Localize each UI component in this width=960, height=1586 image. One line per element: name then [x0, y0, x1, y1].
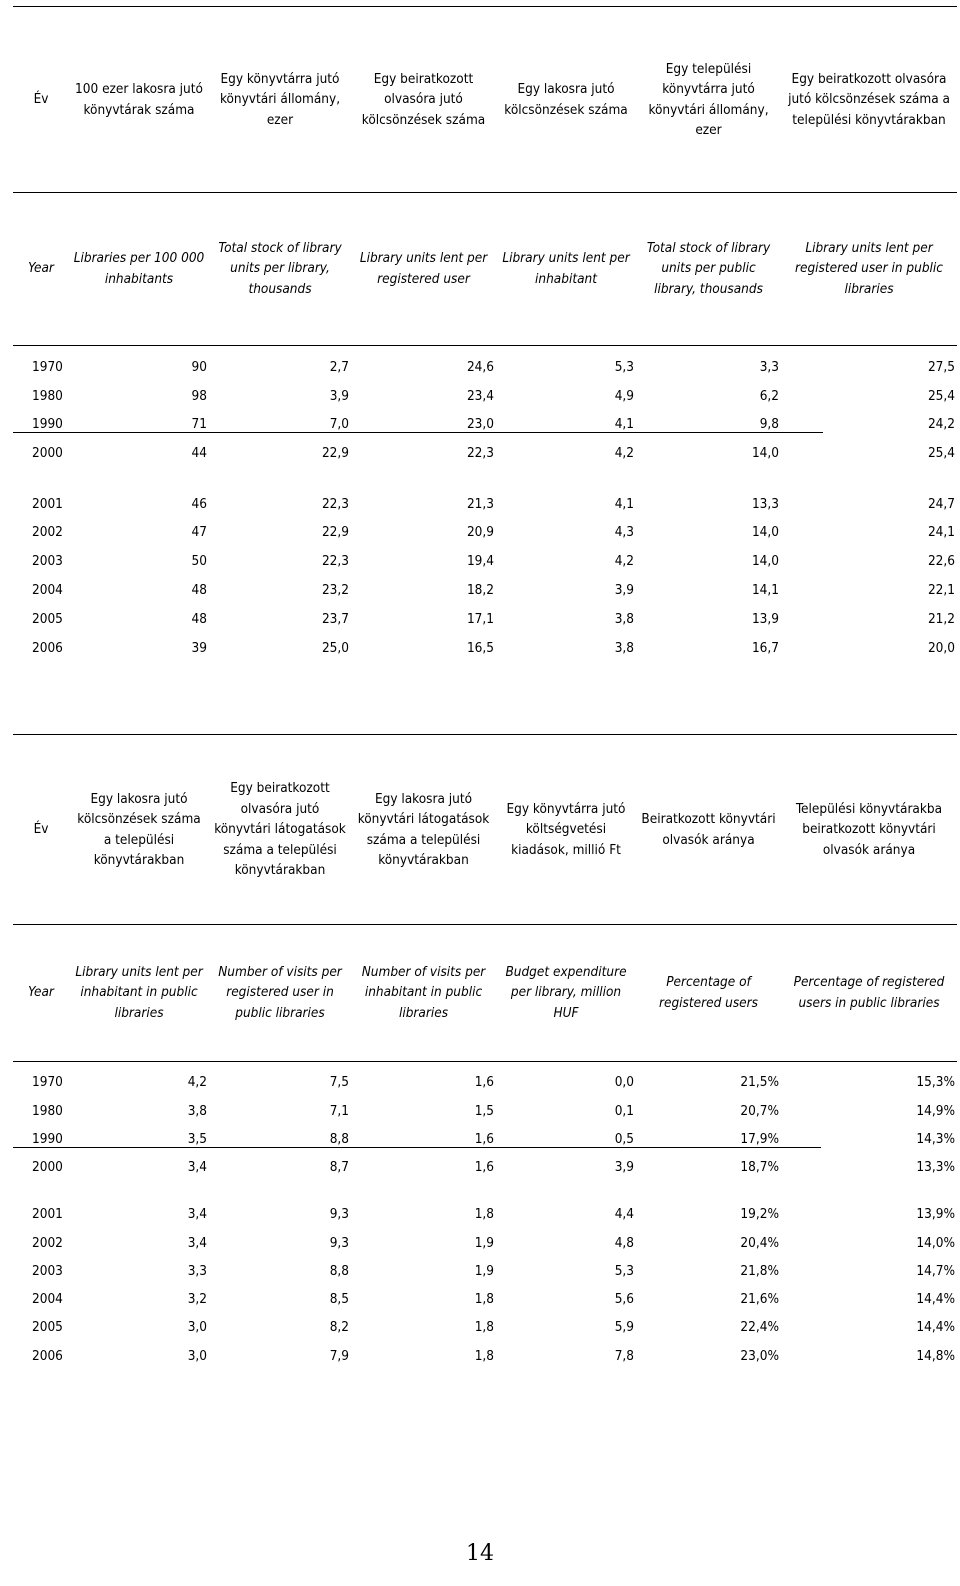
value-cell: 3,4	[187, 1235, 207, 1251]
year-cell: 2002	[32, 524, 63, 540]
table-row	[13, 441, 957, 465]
value-cell: 3,4	[187, 1159, 207, 1175]
value-cell: 48	[191, 611, 207, 627]
value-cell: 0,5	[614, 1131, 634, 1147]
value-cell: 48	[191, 582, 207, 598]
table-row	[13, 384, 957, 408]
header-cell: Library units lent per inhabitant in public libraries	[75, 963, 203, 1021]
value-cell: 22,3	[321, 496, 349, 512]
row-divider	[13, 432, 823, 433]
value-cell: 14,0	[751, 553, 779, 569]
header-cell: Egy lakosra jutó könyvtári látogatások száma a települési könyvtárakban	[357, 790, 490, 868]
value-cell: 15,3%	[916, 1074, 955, 1090]
value-cell: 1,6	[474, 1074, 494, 1090]
year-cell: 2000	[32, 445, 63, 461]
value-cell: 7,8	[614, 1348, 634, 1364]
value-cell: 22,4%	[740, 1319, 779, 1335]
header-cell: Egy lakosra jutó kölcsönzések száma	[504, 81, 628, 118]
year-cell: 2003	[32, 1263, 63, 1279]
value-cell: 47	[191, 524, 207, 540]
value-cell: 14,0	[751, 524, 779, 540]
year-cell: 1980	[32, 1103, 63, 1119]
value-cell: 39	[191, 640, 207, 656]
value-cell: 21,5%	[740, 1074, 779, 1090]
value-cell: 19,4	[466, 553, 494, 569]
value-cell: 14,0%	[916, 1235, 955, 1251]
header-cell: Beiratkozott könyvtári olvasók aránya	[641, 811, 776, 848]
header-cell: Total stock of library units per public library, thousands	[646, 239, 771, 297]
value-cell: 0,0	[614, 1074, 634, 1090]
value-cell: 8,7	[329, 1159, 349, 1175]
value-cell: 25,4	[927, 445, 955, 461]
table-1-header-hu	[13, 6, 957, 193]
value-cell: 0,1	[614, 1103, 634, 1119]
value-cell: 4,8	[614, 1235, 634, 1251]
value-cell: 4,4	[614, 1206, 634, 1222]
header-cell: Év	[33, 91, 49, 108]
year-cell: 2006	[32, 1348, 63, 1364]
header-cell: Egy beiratkozott olvasóra jutó könyvtári látogatások száma a települési könyvtárakban	[214, 780, 346, 879]
value-cell: 20,0	[927, 640, 955, 656]
value-cell: 3,3	[187, 1263, 207, 1279]
value-cell: 1,9	[474, 1235, 494, 1251]
value-cell: 24,6	[466, 359, 494, 375]
year-cell: 2004	[32, 582, 63, 598]
value-cell: 23,0%	[740, 1348, 779, 1364]
value-cell: 4,9	[614, 388, 634, 404]
value-cell: 14,0	[751, 445, 779, 461]
table-row	[13, 1070, 957, 1094]
year-cell: 2005	[32, 1319, 63, 1335]
value-cell: 14,7%	[916, 1263, 955, 1279]
value-cell: 18,2	[466, 582, 494, 598]
table-2-header-hu	[13, 734, 957, 925]
value-cell: 1,6	[474, 1131, 494, 1147]
year-cell: 1990	[32, 1131, 63, 1147]
value-cell: 17,9%	[740, 1131, 779, 1147]
table-row	[13, 1259, 957, 1283]
value-cell: 7,0	[329, 416, 349, 432]
header-cell: Number of visits per inhabitant in public libraries	[361, 963, 486, 1021]
year-cell: 2004	[32, 1291, 63, 1307]
table-row	[13, 492, 957, 516]
value-cell: 1,6	[474, 1159, 494, 1175]
value-cell: 5,6	[614, 1291, 634, 1307]
value-cell: 22,9	[321, 445, 349, 461]
value-cell: 3,0	[187, 1319, 207, 1335]
year-cell: 1980	[32, 388, 63, 404]
year-cell: 1970	[32, 359, 63, 375]
header-cell: Year	[28, 984, 54, 1001]
value-cell: 5,9	[614, 1319, 634, 1335]
value-cell: 4,3	[614, 524, 634, 540]
value-cell: 23,4	[466, 388, 494, 404]
table-row	[13, 1202, 957, 1226]
value-cell: 27,5	[927, 359, 955, 375]
value-cell: 20,4%	[740, 1235, 779, 1251]
value-cell: 22,3	[466, 445, 494, 461]
value-cell: 3,3	[759, 359, 779, 375]
value-cell: 21,8%	[740, 1263, 779, 1279]
value-cell: 4,2	[614, 445, 634, 461]
value-cell: 24,1	[927, 524, 955, 540]
value-cell: 6,2	[759, 388, 779, 404]
value-cell: 46	[191, 496, 207, 512]
value-cell: 17,1	[466, 611, 494, 627]
value-cell: 9,8	[759, 416, 779, 432]
header-cell: Egy beiratkozott olvasóra jutó kölcsönzések száma	[361, 70, 486, 128]
value-cell: 90	[191, 359, 207, 375]
value-cell: 13,3	[751, 496, 779, 512]
year-cell: 2002	[32, 1235, 63, 1251]
value-cell: 3,4	[187, 1206, 207, 1222]
header-cell: Budget expenditure per library, million HUF	[505, 963, 627, 1021]
value-cell: 3,9	[614, 582, 634, 598]
table-row	[13, 355, 957, 379]
value-cell: 3,8	[614, 640, 634, 656]
table-2-header-en	[13, 924, 957, 1062]
value-cell: 13,9%	[916, 1206, 955, 1222]
year-cell: 2001	[32, 1206, 63, 1222]
value-cell: 1,5	[474, 1103, 494, 1119]
year-cell: 2005	[32, 611, 63, 627]
value-cell: 3,0	[187, 1348, 207, 1364]
header-cell: Libraries per 100 000 inhabitants	[73, 250, 205, 287]
value-cell: 24,7	[927, 496, 955, 512]
value-cell: 8,8	[329, 1263, 349, 1279]
year-cell: 2003	[32, 553, 63, 569]
year-cell: 2001	[32, 496, 63, 512]
row-divider	[13, 1147, 821, 1148]
header-cell: Települési könyvtárakba beiratkozott könyvtári olvasók aránya	[795, 800, 943, 858]
value-cell: 21,3	[466, 496, 494, 512]
value-cell: 14,9%	[916, 1103, 955, 1119]
table-row	[13, 1315, 957, 1339]
header-cell: Percentage of registered users	[659, 974, 758, 1011]
value-cell: 14,4%	[916, 1319, 955, 1335]
table-row	[13, 1099, 957, 1123]
value-cell: 1,8	[474, 1206, 494, 1222]
value-cell: 1,8	[474, 1291, 494, 1307]
table-row	[13, 549, 957, 573]
header-cell: 100 ezer lakosra jutó könyvtárak száma	[75, 81, 203, 118]
page-number: 14	[466, 1541, 494, 1566]
value-cell: 2,7	[329, 359, 349, 375]
table-row	[13, 1287, 957, 1311]
table-row	[13, 1344, 957, 1368]
header-cell: Egy könyvtárra jutó költségvetési kiadások, millió Ft	[506, 800, 626, 858]
value-cell: 25,4	[927, 388, 955, 404]
value-cell: 3,9	[329, 388, 349, 404]
header-cell: Egy könyvtárra jutó könyvtári állomány, ezer	[219, 70, 341, 128]
year-cell: 1970	[32, 1074, 63, 1090]
header-cell: Library units lent per inhabitant	[502, 250, 630, 287]
value-cell: 5,3	[614, 1263, 634, 1279]
table-row	[13, 578, 957, 602]
value-cell: 21,6%	[740, 1291, 779, 1307]
value-cell: 9,3	[329, 1235, 349, 1251]
value-cell: 14,4%	[916, 1291, 955, 1307]
value-cell: 3,9	[614, 1159, 634, 1175]
value-cell: 8,5	[329, 1291, 349, 1307]
header-cell: Number of visits per registered user in public libraries	[218, 963, 342, 1021]
year-cell: 1990	[32, 416, 63, 432]
value-cell: 3,8	[187, 1103, 207, 1119]
value-cell: 4,2	[187, 1074, 207, 1090]
table-row	[13, 1155, 957, 1179]
value-cell: 44	[191, 445, 207, 461]
table-row	[13, 520, 957, 544]
value-cell: 16,7	[751, 640, 779, 656]
value-cell: 98	[191, 388, 207, 404]
value-cell: 4,1	[614, 416, 634, 432]
table-row	[13, 636, 957, 660]
value-cell: 14,8%	[916, 1348, 955, 1364]
header-cell: Year	[28, 260, 54, 277]
year-cell: 2006	[32, 640, 63, 656]
value-cell: 22,3	[321, 553, 349, 569]
value-cell: 23,7	[321, 611, 349, 627]
value-cell: 7,1	[329, 1103, 349, 1119]
value-cell: 23,0	[466, 416, 494, 432]
value-cell: 8,2	[329, 1319, 349, 1335]
value-cell: 14,1	[751, 582, 779, 598]
value-cell: 22,6	[927, 553, 955, 569]
header-cell: Total stock of library units per library, thousands	[218, 239, 342, 297]
value-cell: 7,9	[329, 1348, 349, 1364]
value-cell: 71	[191, 416, 207, 432]
table-row	[13, 1231, 957, 1255]
value-cell: 20,9	[466, 524, 494, 540]
value-cell: 3,2	[187, 1291, 207, 1307]
header-cell: Percentage of registered users in public libraries	[793, 974, 945, 1011]
value-cell: 8,8	[329, 1131, 349, 1147]
header-cell: Év	[33, 821, 49, 838]
value-cell: 5,3	[614, 359, 634, 375]
value-cell: 22,9	[321, 524, 349, 540]
value-cell: 13,9	[751, 611, 779, 627]
value-cell: 16,5	[466, 640, 494, 656]
value-cell: 1,8	[474, 1348, 494, 1364]
value-cell: 1,9	[474, 1263, 494, 1279]
value-cell: 4,2	[614, 553, 634, 569]
value-cell: 4,1	[614, 496, 634, 512]
value-cell: 18,7%	[740, 1159, 779, 1175]
value-cell: 24,2	[927, 416, 955, 432]
value-cell: 7,5	[329, 1074, 349, 1090]
value-cell: 22,1	[927, 582, 955, 598]
value-cell: 21,2	[927, 611, 955, 627]
header-cell: Library units lent per registered user in public libraries	[795, 239, 943, 297]
value-cell: 3,5	[187, 1131, 207, 1147]
value-cell: 19,2%	[740, 1206, 779, 1222]
value-cell: 23,2	[321, 582, 349, 598]
value-cell: 1,8	[474, 1319, 494, 1335]
header-cell: Library units lent per registered user	[359, 250, 488, 287]
header-cell: Egy beiratkozott olvasóra jutó kölcsönzések száma a települési könyvtárakban	[788, 70, 950, 128]
value-cell: 3,8	[614, 611, 634, 627]
header-cell: Egy települési könyvtárra jutó könyvtári állomány, ezer	[648, 60, 769, 138]
year-cell: 2000	[32, 1159, 63, 1175]
table-1-header-en	[13, 192, 957, 346]
value-cell: 9,3	[329, 1206, 349, 1222]
header-cell: Egy lakosra jutó kölcsönzések száma a települési könyvtárakban	[77, 790, 201, 868]
value-cell: 13,3%	[916, 1159, 955, 1175]
value-cell: 20,7%	[740, 1103, 779, 1119]
value-cell: 25,0	[321, 640, 349, 656]
value-cell: 14,3%	[916, 1131, 955, 1147]
table-row	[13, 607, 957, 631]
value-cell: 50	[191, 553, 207, 569]
